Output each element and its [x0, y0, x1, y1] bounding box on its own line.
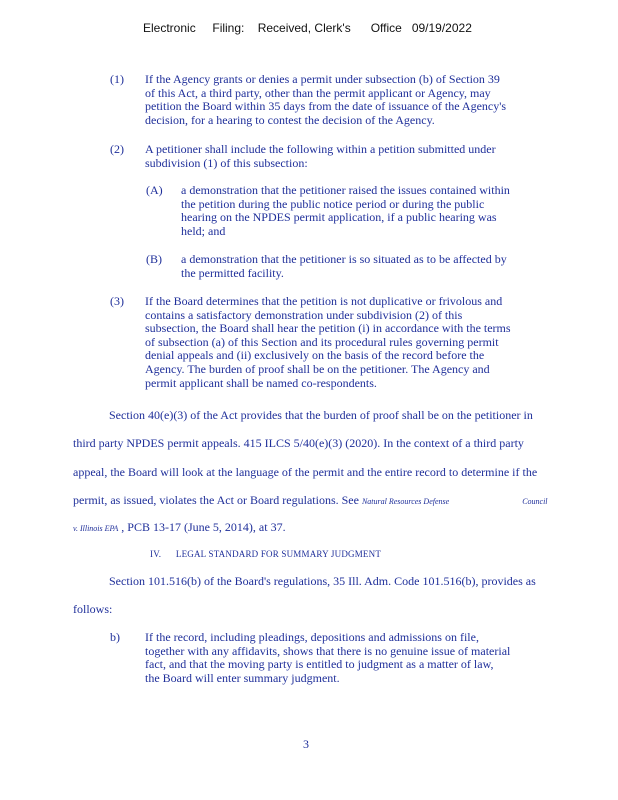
item-number: (3) — [110, 294, 124, 308]
item-number: (2) — [110, 142, 124, 156]
page-number: 3 — [303, 737, 309, 751]
item-line: decision, for a hearing to contest the decision of the Agency. — [145, 112, 435, 127]
item-number: (B) — [146, 252, 162, 266]
paragraph-line-cite — [73, 493, 548, 508]
list-item — [110, 73, 570, 129]
item-line: of subsection (a) of this Section and its procedural rules governing permit — [145, 334, 499, 349]
item-line: together with any affidavits, shows that there is no genuine issue of material — [145, 643, 511, 658]
item-line: the permitted facility. — [181, 265, 284, 280]
case-citation-council: Council — [522, 497, 548, 506]
item-line: A petitioner shall include the following within a petition submitted under — [145, 142, 496, 156]
item-number: b) — [110, 630, 120, 644]
list-item — [146, 184, 566, 240]
item-line: hearing on the NPDES permit application, if a public hearing was — [181, 210, 497, 225]
item-line: If the Board determines that the petition is not duplicative or frivolous and — [145, 294, 503, 308]
paragraph-line: Section 40(e)(3) of the Act provides that the burden of proof shall be on the petitioner in — [109, 408, 533, 422]
paragraph-line-cite2 — [73, 520, 286, 535]
case-citation-tail: , PCB 13-17 (June 5, 2014), at 37. — [121, 520, 286, 534]
item-line: a demonstration that the petitioner raised the issues contained within — [181, 183, 510, 197]
item-line: subsection, the Board shall hear the petition (i) in accordance with the terms — [145, 321, 511, 336]
list-item — [110, 295, 570, 391]
item-line: the petition during the public notice period or during the public — [181, 196, 485, 211]
item-line: of this Act, a third party, other than the permit applicant or Agency, may — [145, 85, 491, 100]
paragraph-line: Section 101.516(b) of the Board's regulations, 35 Ill. Adm. Code 101.516(b), provides as — [109, 574, 536, 588]
item-number: (A) — [146, 183, 163, 197]
case-citation: Natural Resources Defense — [361, 497, 450, 506]
item-line: subdivision (1) of this subsection: — [145, 155, 308, 170]
item-line: permit applicant shall be named co-respondents. — [145, 375, 377, 390]
item-line: If the Agency grants or denies a permit under subsection (b) of Section 39 — [145, 72, 500, 86]
paragraph-text: permit, as issued, violates the Act or Board regulations. See — [73, 493, 359, 507]
item-line: If the record, including pleadings, depositions and admissions on file, — [145, 630, 479, 644]
item-line: a demonstration that the petitioner is so situated as to be affected by — [181, 252, 507, 266]
item-line: held; and — [181, 223, 226, 238]
item-line: contains a satisfactory demonstration under subdivision (2) of this — [145, 307, 463, 322]
paragraph-line: follows: — [73, 602, 113, 616]
item-line: fact, and that the moving party is entitled to judgment as a matter of law, — [145, 657, 494, 672]
paragraph-line: third party NPDES permit appeals. 415 ILCS 5/40(e)(3) (2020). In the context of a third party — [73, 436, 524, 450]
item-number: (1) — [110, 72, 124, 86]
filing-header: Electronic Filing: Received, Clerk's Office 09/19/2022 — [143, 21, 472, 35]
section-heading: IV. LEGAL STANDARD FOR SUMMARY JUDGMENT — [150, 549, 382, 559]
list-item — [110, 631, 570, 687]
list-item — [146, 253, 566, 281]
paragraph-line: appeal, the Board will look at the language of the permit and the entire record to determine if the — [73, 465, 538, 479]
item-line: denial appeals and (ii) exclusively on the basis of the record before the — [145, 348, 485, 363]
list-item — [110, 143, 570, 171]
item-line: petition the Board within 35 days from the date of issuance of the Agency's — [145, 99, 507, 114]
case-citation-party: v. Illinois EPA — [73, 524, 119, 533]
item-line: Agency. The burden of proof shall be on the petitioner. The Agency and — [145, 361, 490, 376]
item-line: the Board will enter summary judgment. — [145, 670, 340, 685]
